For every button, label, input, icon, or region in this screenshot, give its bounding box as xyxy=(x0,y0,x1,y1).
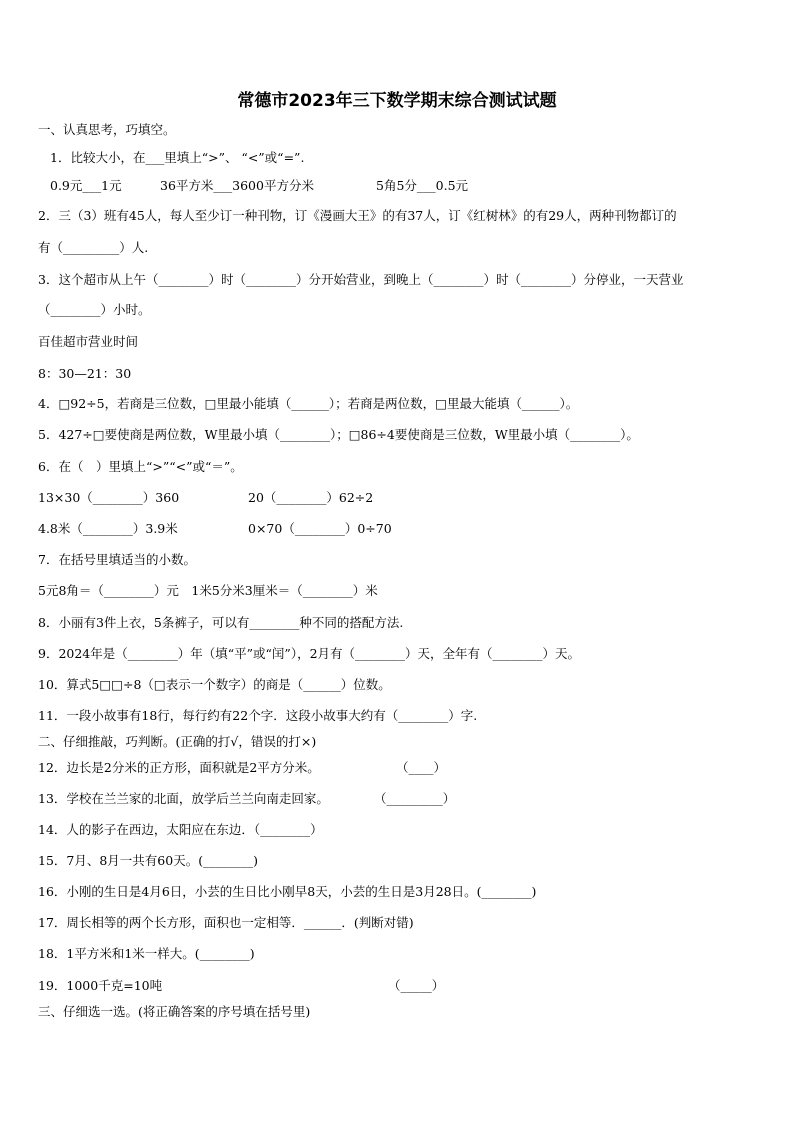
question-13: 13．学校在兰兰家的北面，放学后兰兰向南走回家。 xyxy=(38,791,329,806)
question-8: 8．小丽有3件上衣，5条裤子，可以有________种不同的搭配方法. xyxy=(38,615,404,630)
question-4: 4．□92÷5，若商是三位数，□里最小能填（______）；若商是两位数，□里最大能填（______）。 xyxy=(38,396,579,411)
section-1-heading: 一、认真思考，巧填空。 xyxy=(38,122,176,137)
question-13-answer: （_________） xyxy=(374,791,456,806)
question-1-item-b: 36平方米___3600平方分米 xyxy=(160,178,314,193)
question-7: 7．在括号里填适当的小数。 xyxy=(38,552,196,567)
question-3-cont: （________）小时。 xyxy=(38,302,151,317)
question-10: 10．算式5□□÷8（□表示一个数字）的商是（______）位数。 xyxy=(38,677,391,692)
question-1: 1．比较大小，在___里填上“>”、 “<”或“=”. xyxy=(50,150,305,165)
question-6-item-c: 4.8米（________）3.9米 xyxy=(38,521,178,536)
page-title: 常德市2023年三下数学期末综合测试试题 xyxy=(237,91,557,111)
question-9: 9．2024年是（________）年（填“平”或“闰”），2月有（________）天，全年有（________）天。 xyxy=(38,646,581,661)
question-3: 3．这个超市从上午（________）时（________）分开始营业，到晚上（________）时（________）分停业，一天营业 xyxy=(38,272,684,287)
question-15: 15．7月、8月一共有60天。(________) xyxy=(38,853,258,868)
question-11: 11．一段小故事有18行，每行约有22个字．这段小故事大约有（________）字. xyxy=(38,708,478,723)
question-17: 17．周长相等的两个长方形，面积也一定相等．______．(判断对错) xyxy=(38,915,414,930)
question-2-cont: 有（_________）人. xyxy=(38,240,149,255)
question-19: 19．1000千克=10吨 xyxy=(38,978,163,993)
question-18: 18．1平方米和1米一样大。(________) xyxy=(38,946,255,961)
question-16: 16．小刚的生日是4月6日，小芸的生日比小刚早8天，小芸的生日是3月28日。(________) xyxy=(38,884,537,899)
question-19-answer: （_____） xyxy=(388,978,445,993)
supermarket-hours: 8：30—21：30 xyxy=(38,366,132,381)
question-2: 2．三（3）班有45人，每人至少订一种刊物，订《漫画大王》的有37人，订《红树林》的有29人，两种刊物都订的 xyxy=(38,208,677,223)
question-7-items: 5元8角＝（________）元 1米5分米3厘米＝（________）米 xyxy=(38,583,378,598)
question-12: 12．边长是2分米的正方形，面积就是2平方分米。 xyxy=(38,760,320,775)
section-3-heading: 三、仔细选一选。(将正确答案的序号填在括号里) xyxy=(38,1004,311,1019)
question-6: 6．在（ ）里填上“>”“<”或“＝”。 xyxy=(38,459,243,474)
question-1-item-c: 5角5分___0.5元 xyxy=(376,178,469,193)
supermarket-hours-title: 百佳超市营业时间 xyxy=(38,334,139,349)
section-2-heading: 二、仔细推敲，巧判断。(正确的打√，错误的打×) xyxy=(38,734,317,749)
question-14: 14．人的影子在西边，太阳应在东边．（________） xyxy=(38,822,323,837)
question-5: 5．427÷□要使商是两位数，W里最小填（________）；□86÷4要使商是三位数，W里最小填（________）。 xyxy=(38,427,639,442)
question-6-item-d: 0×70（________）0÷70 xyxy=(248,521,392,536)
question-1-item-a: 0.9元___1元 xyxy=(50,178,122,193)
question-6-item-b: 20（________）62÷2 xyxy=(248,490,374,505)
question-6-item-a: 13×30（________）360 xyxy=(38,490,180,505)
question-12-answer: （____） xyxy=(396,760,447,775)
